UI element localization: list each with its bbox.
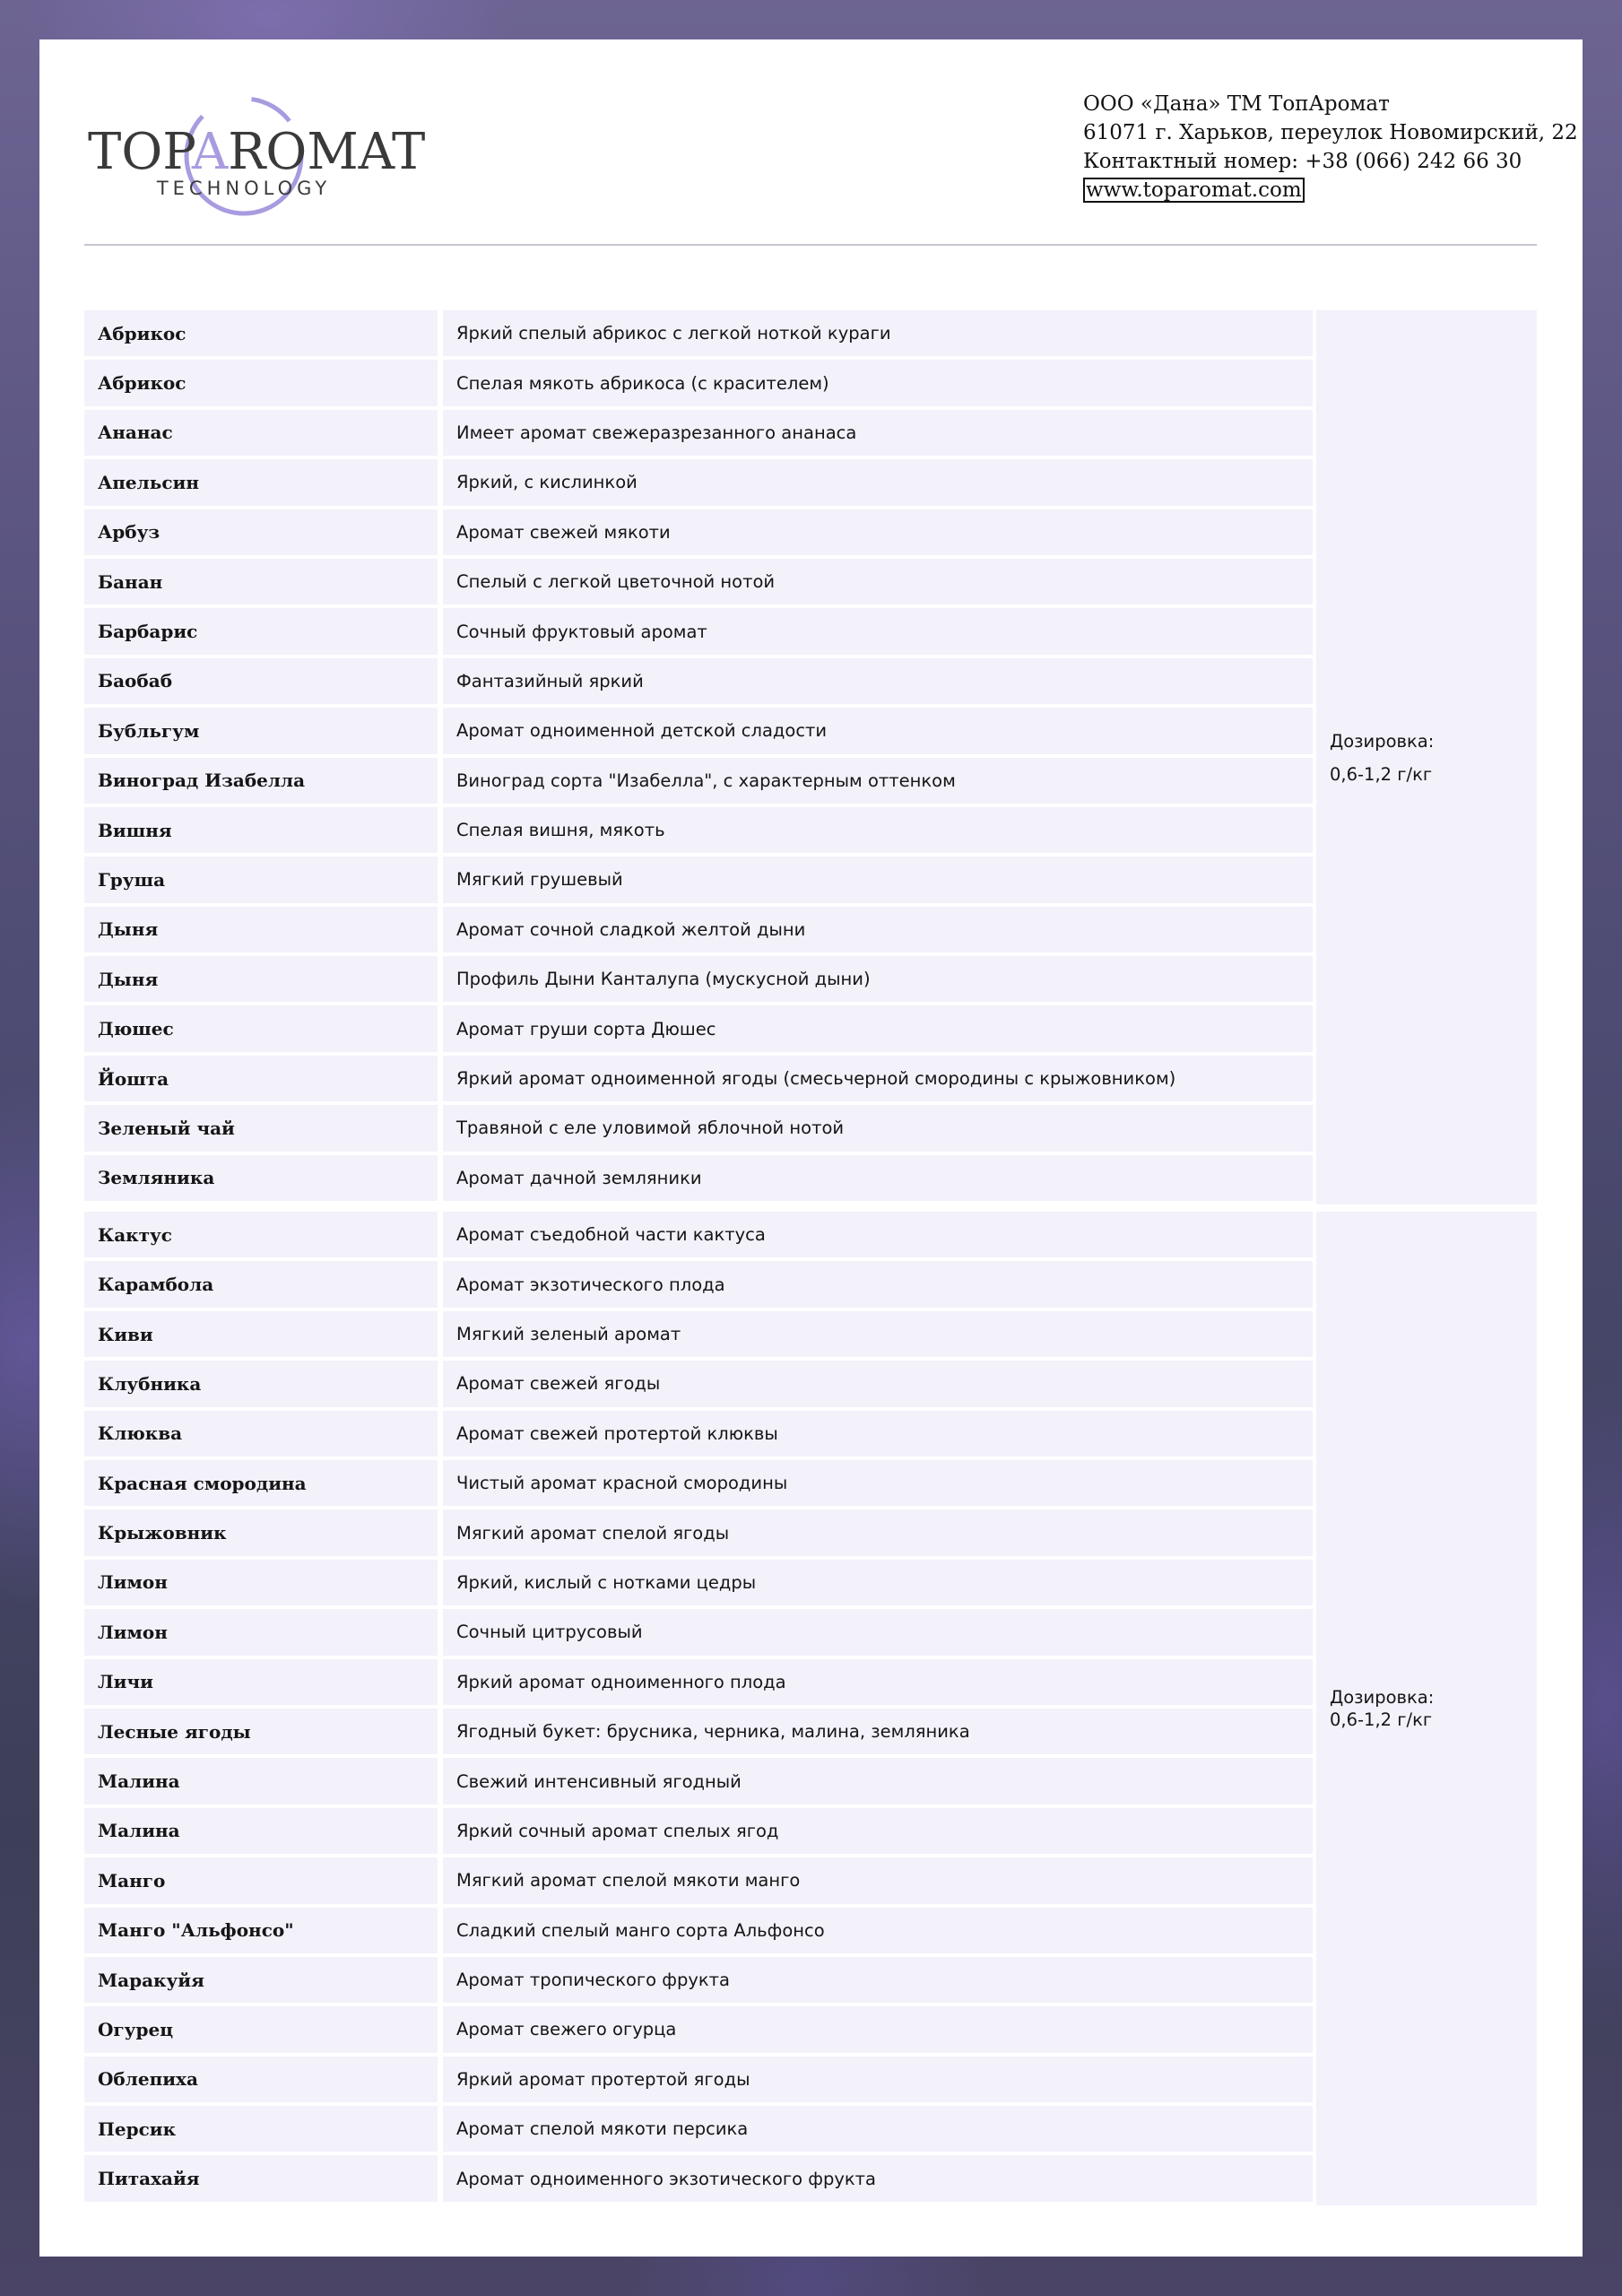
aroma-name: Зеленый чай <box>84 1105 438 1151</box>
aroma-group-1 <box>84 310 1537 1205</box>
table-row <box>84 857 1313 902</box>
table-row <box>84 1808 1313 1854</box>
table-row <box>84 1460 1313 1506</box>
toparomat-logo <box>88 95 426 230</box>
table-row <box>84 1609 1313 1655</box>
aroma-name: Лимон <box>84 1560 438 1605</box>
table-row <box>84 1155 1313 1201</box>
aroma-name: Клубника <box>84 1361 438 1406</box>
aroma-name: Персик <box>84 2106 438 2152</box>
aroma-description: Ягодный букет: брусника, черника, малина, земляника <box>443 1709 1313 1754</box>
aroma-description: Аромат свежей мякоти <box>443 509 1313 555</box>
aroma-description: Яркий аромат одноименной ягоды (смесьчерной смородины с крыжовником) <box>443 1056 1313 1101</box>
table-row <box>84 1411 1313 1457</box>
table-row <box>84 410 1313 456</box>
table-row <box>84 310 1313 356</box>
aroma-name: Дюшес <box>84 1005 438 1051</box>
aroma-name: Дыня <box>84 907 438 952</box>
aroma-group-rows <box>84 1212 1313 2205</box>
aroma-description: Яркий, с кислинкой <box>443 459 1313 505</box>
aroma-table <box>84 310 1537 2213</box>
aroma-name: Лесные ягоды <box>84 1709 438 1754</box>
table-row <box>84 907 1313 952</box>
table-row <box>84 2106 1313 2152</box>
aroma-group-rows <box>84 310 1313 1205</box>
aroma-name: Крыжовник <box>84 1509 438 1555</box>
company-address: 61071 г. Харьков, переулок Новомирский, 22 <box>1083 121 1578 144</box>
aroma-description: Свежий интенсивный ягодный <box>443 1758 1313 1804</box>
aroma-name: Барбарис <box>84 608 438 654</box>
aroma-description: Аромат спелой мякоти персика <box>443 2106 1313 2152</box>
website-link[interactable]: www.toparomat.com <box>1083 178 1305 203</box>
aroma-description: Аромат свежего огурца <box>443 2006 1313 2052</box>
aroma-name: Кактус <box>84 1212 438 1257</box>
aroma-name: Киви <box>84 1311 438 1357</box>
aroma-description: Мягкий зеленый аромат <box>443 1311 1313 1357</box>
table-row <box>84 1659 1313 1705</box>
aroma-name: Груша <box>84 857 438 902</box>
table-row <box>84 1056 1313 1101</box>
aroma-description: Имеет аромат свежеразрезанного ананаса <box>443 410 1313 456</box>
table-row <box>84 1212 1313 1257</box>
aroma-group-2 <box>84 1212 1537 2205</box>
table-row <box>84 2006 1313 2052</box>
aroma-description: Аромат одноименного экзотического фрукта <box>443 2155 1313 2201</box>
aroma-description: Аромат сочной сладкой желтой дыни <box>443 907 1313 952</box>
aroma-name: Баобаб <box>84 658 438 704</box>
aroma-name: Карамбола <box>84 1261 438 1307</box>
aroma-name: Клюква <box>84 1411 438 1457</box>
price-sheet <box>39 39 1583 2257</box>
aroma-description: Травяной с еле уловимой яблочной нотой <box>443 1105 1313 1151</box>
aroma-name: Питахайя <box>84 2155 438 2201</box>
aroma-description: Аромат экзотического плода <box>443 1261 1313 1307</box>
aroma-description: Яркий, кислый с нотками цедры <box>443 1560 1313 1605</box>
table-row <box>84 1361 1313 1406</box>
aroma-description: Мягкий аромат спелой мякоти манго <box>443 1857 1313 1903</box>
aroma-name: Личи <box>84 1659 438 1705</box>
table-row <box>84 658 1313 704</box>
table-row <box>84 360 1313 405</box>
aroma-description: Сочный цитрусовый <box>443 1609 1313 1655</box>
logo-wordmark: TOPAROMAT <box>88 123 426 181</box>
aroma-name: Манго "Альфонсо" <box>84 1908 438 1953</box>
aroma-description: Аромат тропического фрукта <box>443 1957 1313 2003</box>
aroma-description: Яркий сочный аромат спелых ягод <box>443 1808 1313 1854</box>
table-row <box>84 1105 1313 1151</box>
table-row <box>84 807 1313 853</box>
aroma-name: Бубльгум <box>84 708 438 753</box>
aroma-description: Аромат свежей ягоды <box>443 1361 1313 1406</box>
company-phone: Контактный номер: +38 (066) 242 66 30 <box>1083 150 1522 173</box>
company-name: ООО «Дана» ТМ ТопАромат <box>1083 92 1390 116</box>
table-row <box>84 1857 1313 1903</box>
aroma-name: Лимон <box>84 1609 438 1655</box>
logo-tagline: TECHNOLOGY <box>156 178 332 199</box>
aroma-description: Аромат свежей протертой клюквы <box>443 1411 1313 1457</box>
table-row <box>84 1709 1313 1754</box>
dosage-value: 0,6-1,2 г/кг <box>1330 763 1433 785</box>
aroma-name: Арбуз <box>84 509 438 555</box>
table-row <box>84 708 1313 753</box>
dosage-cell <box>1316 310 1537 1205</box>
table-row <box>84 956 1313 1002</box>
aroma-description: Аромат дачной земляники <box>443 1155 1313 1201</box>
aroma-name: Банан <box>84 559 438 604</box>
company-contacts <box>1083 90 1578 204</box>
logo-graphic <box>88 95 426 230</box>
aroma-name: Облепиха <box>84 2057 438 2102</box>
aroma-name: Йошта <box>84 1056 438 1101</box>
dosage-value: 0,6-1,2 г/кг <box>1330 1709 1433 1730</box>
aroma-description: Аромат одноименной детской сладости <box>443 708 1313 753</box>
aroma-name: Абрикос <box>84 310 438 356</box>
aroma-description: Сочный фруктовый аромат <box>443 608 1313 654</box>
table-row <box>84 758 1313 804</box>
aroma-description: Чистый аромат красной смородины <box>443 1460 1313 1506</box>
table-row <box>84 2057 1313 2102</box>
aroma-description: Виноград сорта "Изабелла", с характерным оттенком <box>443 758 1313 804</box>
table-row <box>84 1311 1313 1357</box>
aroma-name: Виноград Изабелла <box>84 758 438 804</box>
aroma-description: Яркий аромат протертой ягоды <box>443 2057 1313 2102</box>
table-row <box>84 608 1313 654</box>
table-row <box>84 1560 1313 1605</box>
aroma-description: Аромат съедобной части кактуса <box>443 1212 1313 1257</box>
aroma-name: Маракуйя <box>84 1957 438 2003</box>
dosage-label: Дозировка: <box>1330 730 1435 752</box>
aroma-name: Вишня <box>84 807 438 853</box>
header-divider <box>84 244 1537 246</box>
aroma-description: Яркий спелый абрикос с легкой ноткой кураги <box>443 310 1313 356</box>
table-row <box>84 1957 1313 2003</box>
aroma-name: Малина <box>84 1808 438 1854</box>
aroma-name: Апельсин <box>84 459 438 505</box>
aroma-name: Ананас <box>84 410 438 456</box>
table-row <box>84 559 1313 604</box>
aroma-name: Красная смородина <box>84 1460 438 1506</box>
aroma-name: Абрикос <box>84 360 438 405</box>
table-row <box>84 1005 1313 1051</box>
table-row <box>84 1758 1313 1804</box>
aroma-description: Спелая мякоть абрикоса (с красителем) <box>443 360 1313 405</box>
table-row <box>84 2155 1313 2201</box>
dosage-label: Дозировка: <box>1330 1686 1435 1708</box>
aroma-name: Манго <box>84 1857 438 1903</box>
aroma-name: Дыня <box>84 956 438 1002</box>
aroma-description: Спелый с легкой цветочной нотой <box>443 559 1313 604</box>
table-row <box>84 509 1313 555</box>
aroma-description: Спелая вишня, мякоть <box>443 807 1313 853</box>
table-row <box>84 1908 1313 1953</box>
aroma-description: Профиль Дыни Канталупа (мускусной дыни) <box>443 956 1313 1002</box>
table-row <box>84 1509 1313 1555</box>
table-row <box>84 459 1313 505</box>
aroma-description: Фантазийный яркий <box>443 658 1313 704</box>
aroma-description: Мягкий аромат спелой ягоды <box>443 1509 1313 1555</box>
aroma-description: Сладкий спелый манго сорта Альфонсо <box>443 1908 1313 1953</box>
aroma-name: Малина <box>84 1758 438 1804</box>
aroma-name: Земляника <box>84 1155 438 1201</box>
table-row <box>84 1261 1313 1307</box>
aroma-description: Аромат груши сорта Дюшес <box>443 1005 1313 1051</box>
aroma-description: Яркий аромат одноименного плода <box>443 1659 1313 1705</box>
aroma-name: Огурец <box>84 2006 438 2052</box>
dosage-cell <box>1316 1212 1537 2205</box>
aroma-description: Мягкий грушевый <box>443 857 1313 902</box>
